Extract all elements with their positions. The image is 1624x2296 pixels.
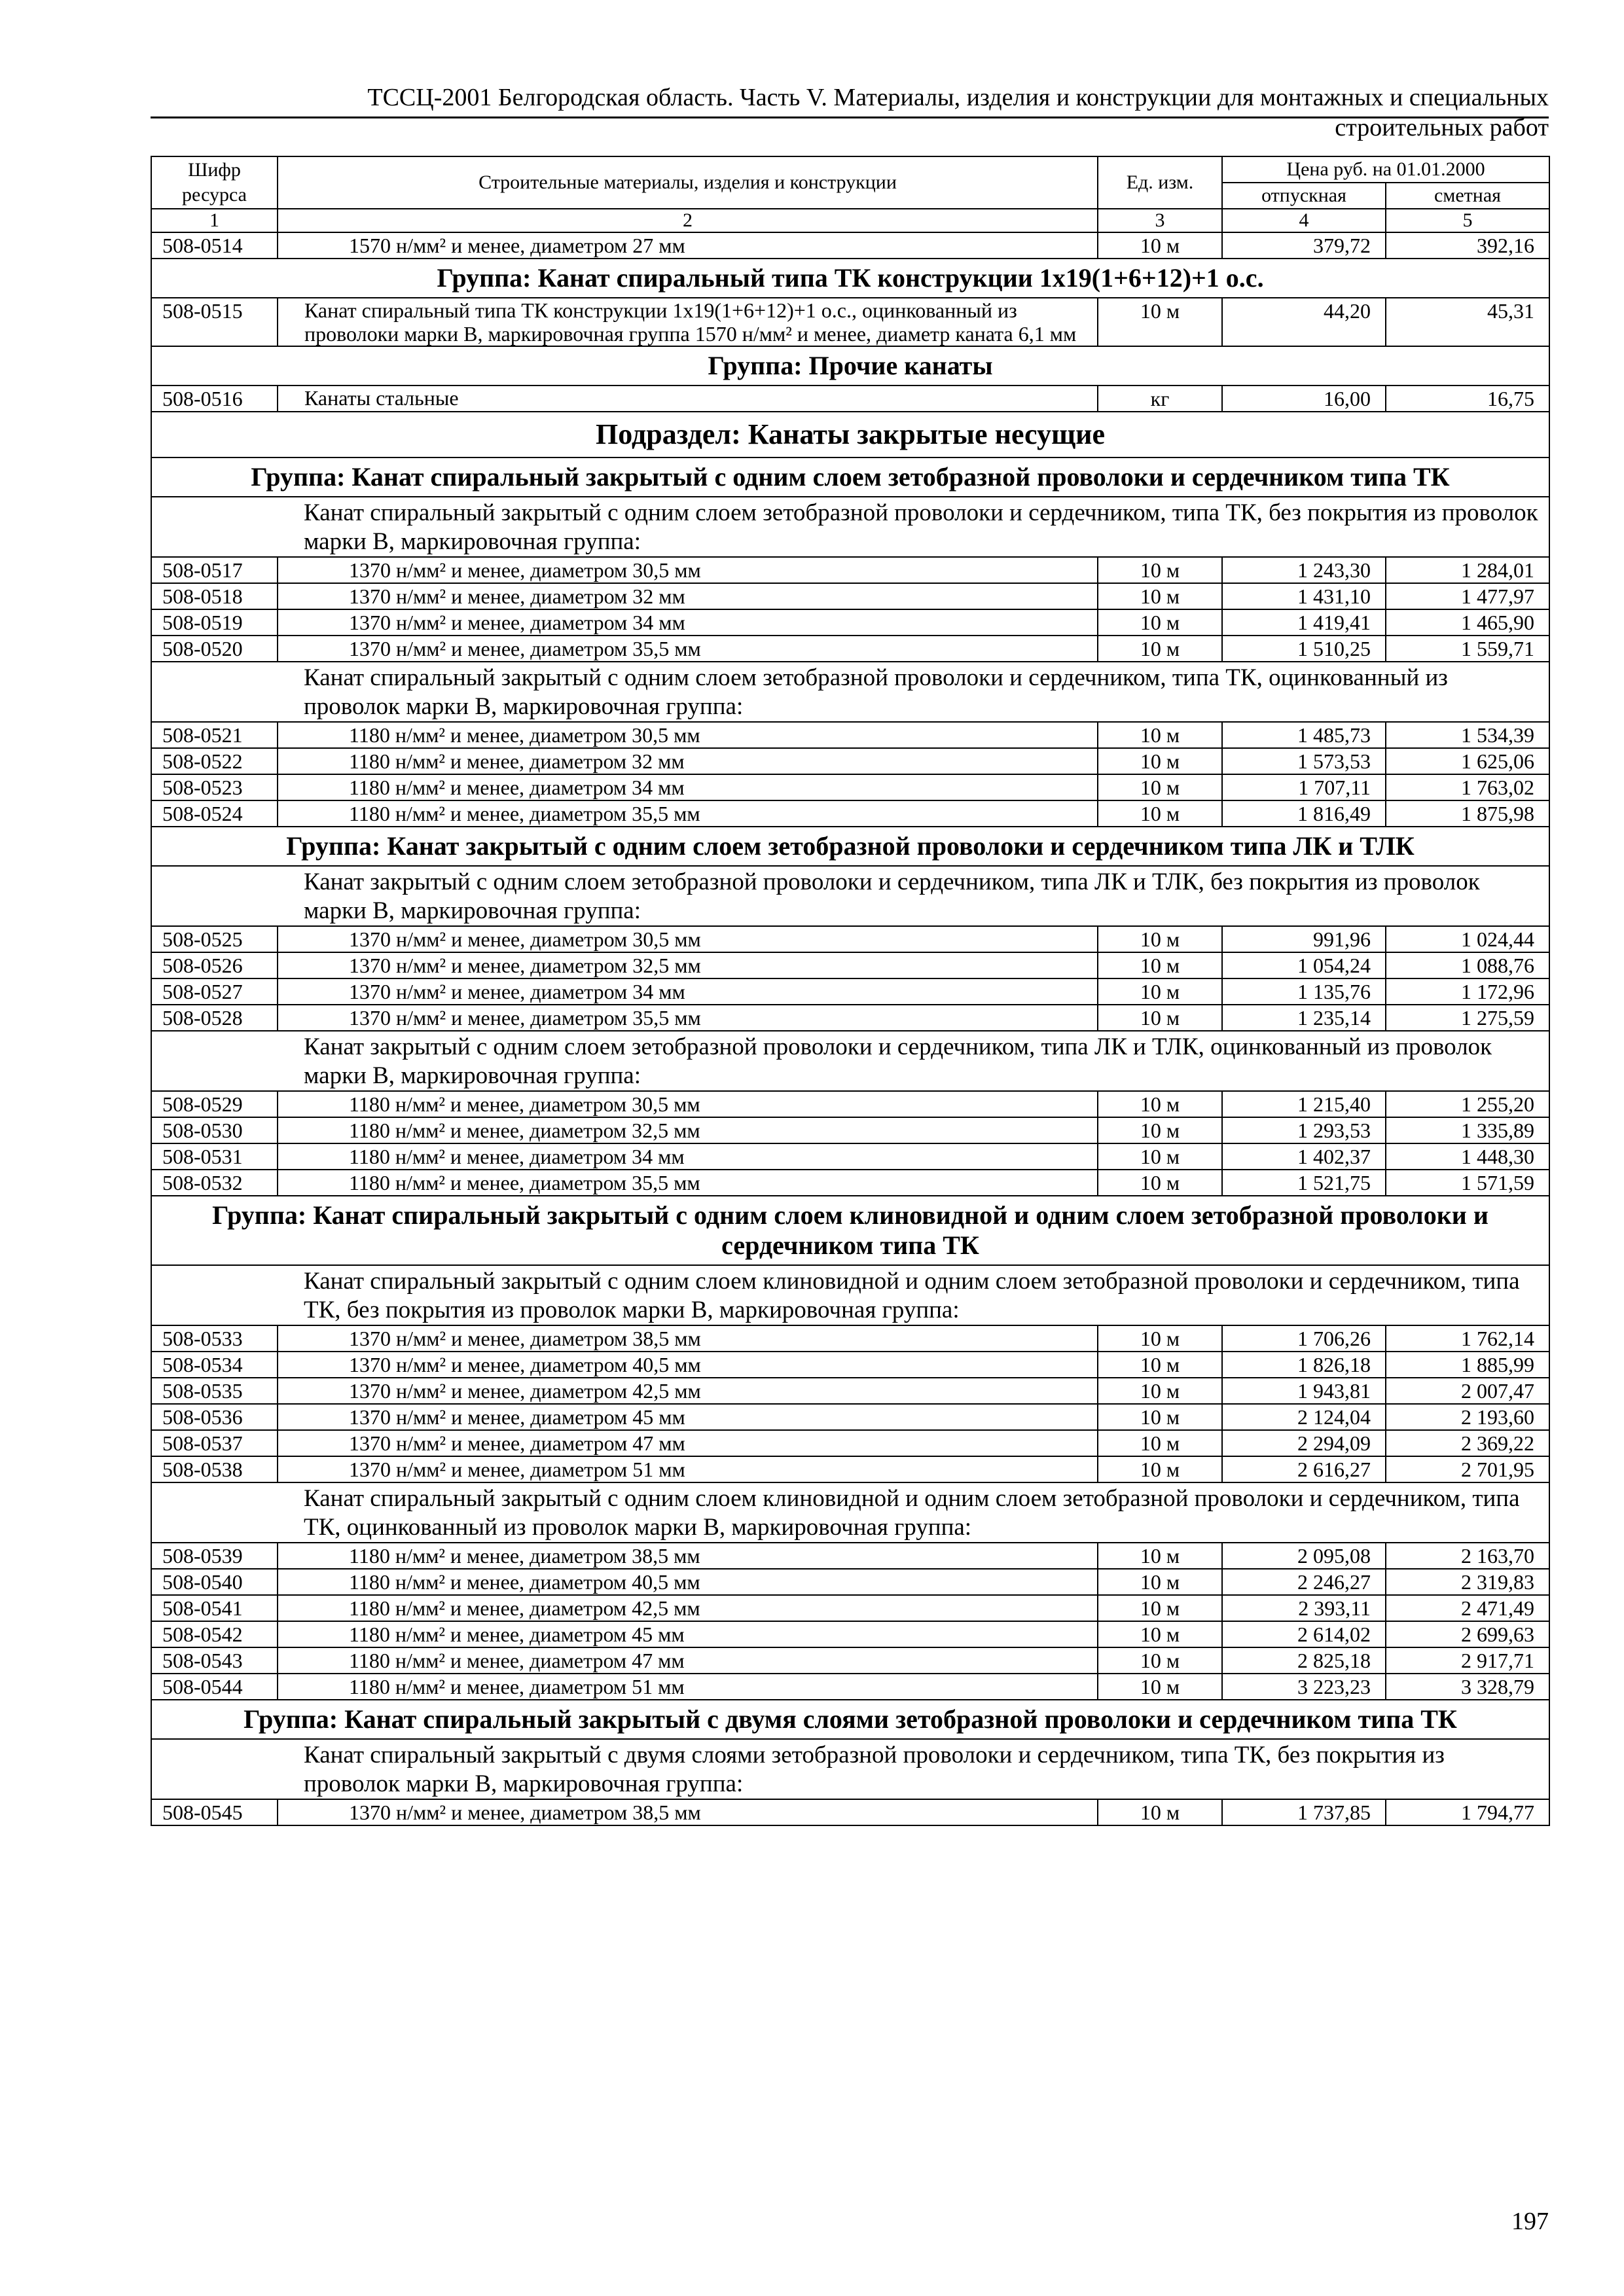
estimate-price: 1 875,98 — [1386, 800, 1549, 827]
resource-code: 508-0531 — [151, 1143, 278, 1170]
unit-of-measure: 10 м — [1098, 1378, 1222, 1404]
release-price: 2 616,27 — [1222, 1456, 1386, 1482]
unit-of-measure: 10 м — [1098, 1621, 1222, 1647]
estimate-price: 1 763,02 — [1386, 774, 1549, 800]
item-description: 1180 н/мм² и менее, диаметром 30,5 мм — [278, 722, 1098, 748]
header-line-2: строительных работ — [1335, 114, 1549, 141]
column-number: 4 — [1222, 209, 1386, 232]
estimate-price: 1 794,77 — [1386, 1799, 1549, 1825]
resource-code: 508-0520 — [151, 636, 278, 662]
resource-code: 508-0519 — [151, 609, 278, 636]
unit-of-measure: 10 м — [1098, 1091, 1222, 1117]
resource-code: 508-0542 — [151, 1621, 278, 1647]
table-row — [151, 952, 1549, 978]
resource-code: 508-0545 — [151, 1799, 278, 1825]
item-description: 1570 н/мм² и менее, диаметром 27 мм — [278, 232, 1098, 259]
table-row — [151, 636, 1549, 662]
release-price: 1 573,53 — [1222, 748, 1386, 774]
item-description: Канаты стальные — [278, 386, 1098, 412]
table-row — [151, 1143, 1549, 1170]
table-row — [151, 774, 1549, 800]
estimate-price: 2 917,71 — [1386, 1647, 1549, 1674]
column-header-description: Строительные материалы, изделия и конструкции — [278, 156, 1098, 209]
unit-of-measure: кг — [1098, 386, 1222, 412]
unit-of-measure: 10 м — [1098, 1143, 1222, 1170]
unit-of-measure: 10 м — [1098, 926, 1222, 952]
estimate-price: 2 193,60 — [1386, 1404, 1549, 1430]
resource-code: 508-0517 — [151, 557, 278, 583]
resource-code: 508-0530 — [151, 1117, 278, 1143]
table-row — [151, 1170, 1549, 1196]
description-note: Канат спиральный закрытый с одним слоем зетобразной проволоки и сердечником, типа ТК, оцинкованный из проволок марки В, маркировочная группа: — [151, 662, 1549, 722]
resource-code: 508-0523 — [151, 774, 278, 800]
group-heading: Группа: Канат спиральный закрытый с одним слоем клиновидной и одним слоем зетобразной проволоки и сердечником типа ТК — [151, 1196, 1549, 1265]
column-number: 5 — [1386, 209, 1549, 232]
release-price: 1 215,40 — [1222, 1091, 1386, 1117]
release-price: 2 614,02 — [1222, 1621, 1386, 1647]
table-row — [151, 1378, 1549, 1404]
estimate-price: 1 255,20 — [1386, 1091, 1549, 1117]
group-heading-row — [151, 1196, 1549, 1265]
description-note: Канат спиральный закрытый с одним слоем клиновидной и одним слоем зетобразной проволоки и сердечником, типа ТК, оцинкованный из проволок марки В, маркировочная группа: — [151, 1482, 1549, 1543]
release-price: 2 825,18 — [1222, 1647, 1386, 1674]
item-description: 1370 н/мм² и менее, диаметром 38,5 мм — [278, 1799, 1098, 1825]
item-description: 1370 н/мм² и менее, диаметром 30,5 мм — [278, 926, 1098, 952]
unit-of-measure: 10 м — [1098, 609, 1222, 636]
estimate-price: 1 465,90 — [1386, 609, 1549, 636]
estimate-price: 2 369,22 — [1386, 1430, 1549, 1456]
release-price: 3 223,23 — [1222, 1674, 1386, 1700]
release-price: 991,96 — [1222, 926, 1386, 952]
table-row — [151, 1799, 1549, 1825]
resource-code: 508-0528 — [151, 1005, 278, 1031]
table-row — [151, 1674, 1549, 1700]
release-price: 2 095,08 — [1222, 1543, 1386, 1569]
estimate-price: 1 571,59 — [1386, 1170, 1549, 1196]
unit-of-measure: 10 м — [1098, 1674, 1222, 1700]
description-note-row — [151, 1482, 1549, 1543]
item-description: 1370 н/мм² и менее, диаметром 34 мм — [278, 609, 1098, 636]
unit-of-measure: 10 м — [1098, 1117, 1222, 1143]
estimate-price: 1 172,96 — [1386, 978, 1549, 1005]
unit-of-measure: 10 м — [1098, 636, 1222, 662]
resource-code: 508-0524 — [151, 800, 278, 827]
column-number: 1 — [151, 209, 278, 232]
release-price: 1 943,81 — [1222, 1378, 1386, 1404]
running-header — [151, 82, 1549, 143]
release-price: 1 707,11 — [1222, 774, 1386, 800]
subsection-heading: Подраздел: Канаты закрытые несущие — [151, 412, 1549, 457]
item-description: 1180 н/мм² и менее, диаметром 32 мм — [278, 748, 1098, 774]
resource-code: 508-0543 — [151, 1647, 278, 1674]
group-heading-row — [151, 457, 1549, 497]
unit-of-measure: 10 м — [1098, 583, 1222, 609]
item-description: 1370 н/мм² и менее, диаметром 47 мм — [278, 1430, 1098, 1456]
table-row — [151, 926, 1549, 952]
release-price: 44,20 — [1222, 298, 1386, 346]
table-row — [151, 748, 1549, 774]
table-row — [151, 1352, 1549, 1378]
estimate-price: 1 275,59 — [1386, 1005, 1549, 1031]
group-heading: Группа: Канат спиральный закрытый с одним слоем зетобразной проволоки и сердечником типа ТК — [151, 457, 1549, 497]
release-price: 2 246,27 — [1222, 1569, 1386, 1595]
item-description: 1370 н/мм² и менее, диаметром 30,5 мм — [278, 557, 1098, 583]
resource-code: 508-0525 — [151, 926, 278, 952]
item-description: 1370 н/мм² и менее, диаметром 35,5 мм — [278, 636, 1098, 662]
resource-code: 508-0544 — [151, 1674, 278, 1700]
table-row — [151, 1404, 1549, 1430]
release-price: 2 124,04 — [1222, 1404, 1386, 1430]
resource-code: 508-0534 — [151, 1352, 278, 1378]
column-header-estimate-price: сметная — [1386, 183, 1549, 209]
table-row — [151, 583, 1549, 609]
estimate-price: 392,16 — [1386, 232, 1549, 259]
table-row — [151, 800, 1549, 827]
table-row — [151, 557, 1549, 583]
group-heading: Группа: Канат спиральный закрытый с двумя слоями зетобразной проволоки и сердечником типа ТК — [151, 1700, 1549, 1739]
description-note-row — [151, 866, 1549, 926]
item-description: 1370 н/мм² и менее, диаметром 34 мм — [278, 978, 1098, 1005]
unit-of-measure: 10 м — [1098, 1352, 1222, 1378]
column-number: 2 — [278, 209, 1098, 232]
item-description: 1180 н/мм² и менее, диаметром 32,5 мм — [278, 1117, 1098, 1143]
table-row — [151, 722, 1549, 748]
release-price: 1 826,18 — [1222, 1352, 1386, 1378]
estimate-price: 1 885,99 — [1386, 1352, 1549, 1378]
group-heading-row — [151, 346, 1549, 386]
unit-of-measure: 10 м — [1098, 1325, 1222, 1352]
table-row — [151, 1569, 1549, 1595]
table-row — [151, 1117, 1549, 1143]
estimate-price: 2 471,49 — [1386, 1595, 1549, 1621]
description-note-row — [151, 497, 1549, 557]
item-description: 1370 н/мм² и менее, диаметром 38,5 мм — [278, 1325, 1098, 1352]
release-price: 1 737,85 — [1222, 1799, 1386, 1825]
resource-code: 508-0515 — [151, 298, 278, 346]
header-line-1: ТССЦ-2001 Белгородская область. Часть V. Материалы, изделия и конструкции для монтажных и специальных — [367, 84, 1549, 111]
description-note: Канат спиральный закрытый с одним слоем клиновидной и одним слоем зетобразной проволоки и сердечником, типа ТК, без покрытия из проволок марки В, маркировочная группа: — [151, 1265, 1549, 1325]
description-note-row — [151, 1739, 1549, 1799]
resource-code: 508-0521 — [151, 722, 278, 748]
item-description: 1370 н/мм² и менее, диаметром 51 мм — [278, 1456, 1098, 1482]
table-row — [151, 232, 1549, 259]
release-price: 1 293,53 — [1222, 1117, 1386, 1143]
column-header-price: Цена руб. на 01.01.2000 — [1222, 156, 1549, 183]
table-row — [151, 386, 1549, 412]
item-description: 1180 н/мм² и менее, диаметром 34 мм — [278, 1143, 1098, 1170]
description-note-row — [151, 662, 1549, 722]
subsection-heading-row — [151, 412, 1549, 457]
unit-of-measure: 10 м — [1098, 557, 1222, 583]
estimate-price: 2 319,83 — [1386, 1569, 1549, 1595]
table-body — [151, 232, 1549, 1825]
resource-code: 508-0526 — [151, 952, 278, 978]
description-note-row — [151, 1265, 1549, 1325]
estimate-price: 1 088,76 — [1386, 952, 1549, 978]
group-heading-row — [151, 1700, 1549, 1739]
resource-code: 508-0529 — [151, 1091, 278, 1117]
unit-of-measure: 10 м — [1098, 232, 1222, 259]
group-heading: Группа: Прочие канаты — [151, 346, 1549, 386]
description-note: Канат спиральный закрытый с двумя слоями зетобразной проволоки и сердечником, типа ТК, без покрытия из проволок марки В, маркировочная группа: — [151, 1739, 1549, 1799]
release-price: 1 419,41 — [1222, 609, 1386, 636]
release-price: 1 402,37 — [1222, 1143, 1386, 1170]
estimate-price: 1 559,71 — [1386, 636, 1549, 662]
table-row — [151, 1456, 1549, 1482]
estimate-price: 2 163,70 — [1386, 1543, 1549, 1569]
item-description: 1180 н/мм² и менее, диаметром 38,5 мм — [278, 1543, 1098, 1569]
estimate-price: 3 328,79 — [1386, 1674, 1549, 1700]
resource-code: 508-0516 — [151, 386, 278, 412]
table-row — [151, 978, 1549, 1005]
estimate-price: 1 448,30 — [1386, 1143, 1549, 1170]
table-row — [151, 1430, 1549, 1456]
table-row — [151, 1621, 1549, 1647]
release-price: 1 235,14 — [1222, 1005, 1386, 1031]
table-row — [151, 1325, 1549, 1352]
estimate-price: 1 762,14 — [1386, 1325, 1549, 1352]
unit-of-measure: 10 м — [1098, 1456, 1222, 1482]
item-description: 1370 н/мм² и менее, диаметром 42,5 мм — [278, 1378, 1098, 1404]
estimate-price: 1 284,01 — [1386, 557, 1549, 583]
resource-code: 508-0541 — [151, 1595, 278, 1621]
group-heading: Группа: Канат спиральный типа ТК конструкции 1х19(1+6+12)+1 о.с. — [151, 259, 1549, 298]
unit-of-measure: 10 м — [1098, 1543, 1222, 1569]
unit-of-measure: 10 м — [1098, 800, 1222, 827]
column-header-release-price: отпускная — [1222, 183, 1386, 209]
item-description: Канат спиральный типа ТК конструкции 1х19(1+6+12)+1 о.с., оцинкованный из проволоки марки В, маркировочная группа 1570 н/мм² и менее, диаметр каната 6,1 мм — [278, 298, 1098, 346]
unit-of-measure: 10 м — [1098, 298, 1222, 346]
release-price: 1 816,49 — [1222, 800, 1386, 827]
release-price: 1 510,25 — [1222, 636, 1386, 662]
item-description: 1180 н/мм² и менее, диаметром 45 мм — [278, 1621, 1098, 1647]
table-row — [151, 609, 1549, 636]
resource-code: 508-0537 — [151, 1430, 278, 1456]
group-heading-row — [151, 259, 1549, 298]
estimate-price: 16,75 — [1386, 386, 1549, 412]
resource-code: 508-0536 — [151, 1404, 278, 1430]
estimate-price: 1 534,39 — [1386, 722, 1549, 748]
item-description: 1180 н/мм² и менее, диаметром 47 мм — [278, 1647, 1098, 1674]
unit-of-measure: 10 м — [1098, 1404, 1222, 1430]
table-row — [151, 298, 1549, 346]
page-number: 197 — [1511, 2208, 1549, 2235]
release-price: 2 294,09 — [1222, 1430, 1386, 1456]
release-price: 1 521,75 — [1222, 1170, 1386, 1196]
release-price: 1 054,24 — [1222, 952, 1386, 978]
item-description: 1180 н/мм² и менее, диаметром 35,5 мм — [278, 1170, 1098, 1196]
price-table — [151, 156, 1550, 1826]
resource-code: 508-0522 — [151, 748, 278, 774]
resource-code: 508-0535 — [151, 1378, 278, 1404]
resource-code: 508-0539 — [151, 1543, 278, 1569]
column-number: 3 — [1098, 209, 1222, 232]
item-description: 1180 н/мм² и менее, диаметром 40,5 мм — [278, 1569, 1098, 1595]
estimate-price: 1 024,44 — [1386, 926, 1549, 952]
release-price: 1 135,76 — [1222, 978, 1386, 1005]
description-note: Канат закрытый с одним слоем зетобразной проволоки и сердечником, типа ЛК и ТЛК, без покрытия из проволок марки В, маркировочная группа: — [151, 866, 1549, 926]
estimate-price: 2 701,95 — [1386, 1456, 1549, 1482]
item-description: 1370 н/мм² и менее, диаметром 40,5 мм — [278, 1352, 1098, 1378]
header-rule — [151, 117, 1549, 118]
table-header-row — [151, 156, 1549, 183]
release-price: 1 706,26 — [1222, 1325, 1386, 1352]
description-note: Канат спиральный закрытый с одним слоем зетобразной проволоки и сердечником, типа ТК, без покрытия из проволок марки В, маркировочная группа: — [151, 497, 1549, 557]
item-description: 1370 н/мм² и менее, диаметром 32 мм — [278, 583, 1098, 609]
item-description: 1180 н/мм² и менее, диаметром 51 мм — [278, 1674, 1098, 1700]
resource-code: 508-0514 — [151, 232, 278, 259]
unit-of-measure: 10 м — [1098, 1170, 1222, 1196]
group-heading-row — [151, 827, 1549, 866]
unit-of-measure: 10 м — [1098, 722, 1222, 748]
description-note: Канат закрытый с одним слоем зетобразной проволоки и сердечником, типа ЛК и ТЛК, оцинкованный из проволок марки В, маркировочная группа: — [151, 1031, 1549, 1091]
column-header-code: Шифр ресурса — [151, 156, 278, 209]
unit-of-measure: 10 м — [1098, 1595, 1222, 1621]
estimate-price: 2 699,63 — [1386, 1621, 1549, 1647]
estimate-price: 1 625,06 — [1386, 748, 1549, 774]
column-number-row — [151, 209, 1549, 232]
estimate-price: 1 477,97 — [1386, 583, 1549, 609]
estimate-price: 1 335,89 — [1386, 1117, 1549, 1143]
description-note-row — [151, 1031, 1549, 1091]
resource-code: 508-0532 — [151, 1170, 278, 1196]
release-price: 16,00 — [1222, 386, 1386, 412]
table-row — [151, 1091, 1549, 1117]
item-description: 1370 н/мм² и менее, диаметром 35,5 мм — [278, 1005, 1098, 1031]
table-row — [151, 1595, 1549, 1621]
resource-code: 508-0538 — [151, 1456, 278, 1482]
resource-code: 508-0540 — [151, 1569, 278, 1595]
resource-code: 508-0533 — [151, 1325, 278, 1352]
table-row — [151, 1647, 1549, 1674]
release-price: 1 243,30 — [1222, 557, 1386, 583]
item-description: 1180 н/мм² и менее, диаметром 34 мм — [278, 774, 1098, 800]
release-price: 379,72 — [1222, 232, 1386, 259]
unit-of-measure: 10 м — [1098, 1647, 1222, 1674]
table-row — [151, 1543, 1549, 1569]
unit-of-measure: 10 м — [1098, 1005, 1222, 1031]
release-price: 1 485,73 — [1222, 722, 1386, 748]
unit-of-measure: 10 м — [1098, 1799, 1222, 1825]
unit-of-measure: 10 м — [1098, 748, 1222, 774]
unit-of-measure: 10 м — [1098, 1430, 1222, 1456]
item-description: 1370 н/мм² и менее, диаметром 32,5 мм — [278, 952, 1098, 978]
column-header-unit: Ед. изм. — [1098, 156, 1222, 209]
estimate-price: 45,31 — [1386, 298, 1549, 346]
item-description: 1180 н/мм² и менее, диаметром 42,5 мм — [278, 1595, 1098, 1621]
unit-of-measure: 10 м — [1098, 952, 1222, 978]
estimate-price: 2 007,47 — [1386, 1378, 1549, 1404]
unit-of-measure: 10 м — [1098, 774, 1222, 800]
item-description: 1180 н/мм² и менее, диаметром 35,5 мм — [278, 800, 1098, 827]
release-price: 1 431,10 — [1222, 583, 1386, 609]
item-description: 1180 н/мм² и менее, диаметром 30,5 мм — [278, 1091, 1098, 1117]
release-price: 2 393,11 — [1222, 1595, 1386, 1621]
item-description: 1370 н/мм² и менее, диаметром 45 мм — [278, 1404, 1098, 1430]
resource-code: 508-0518 — [151, 583, 278, 609]
resource-code: 508-0527 — [151, 978, 278, 1005]
unit-of-measure: 10 м — [1098, 978, 1222, 1005]
group-heading: Группа: Канат закрытый с одним слоем зетобразной проволоки и сердечником типа ЛК и ТЛК — [151, 827, 1549, 866]
unit-of-measure: 10 м — [1098, 1569, 1222, 1595]
table-row — [151, 1005, 1549, 1031]
